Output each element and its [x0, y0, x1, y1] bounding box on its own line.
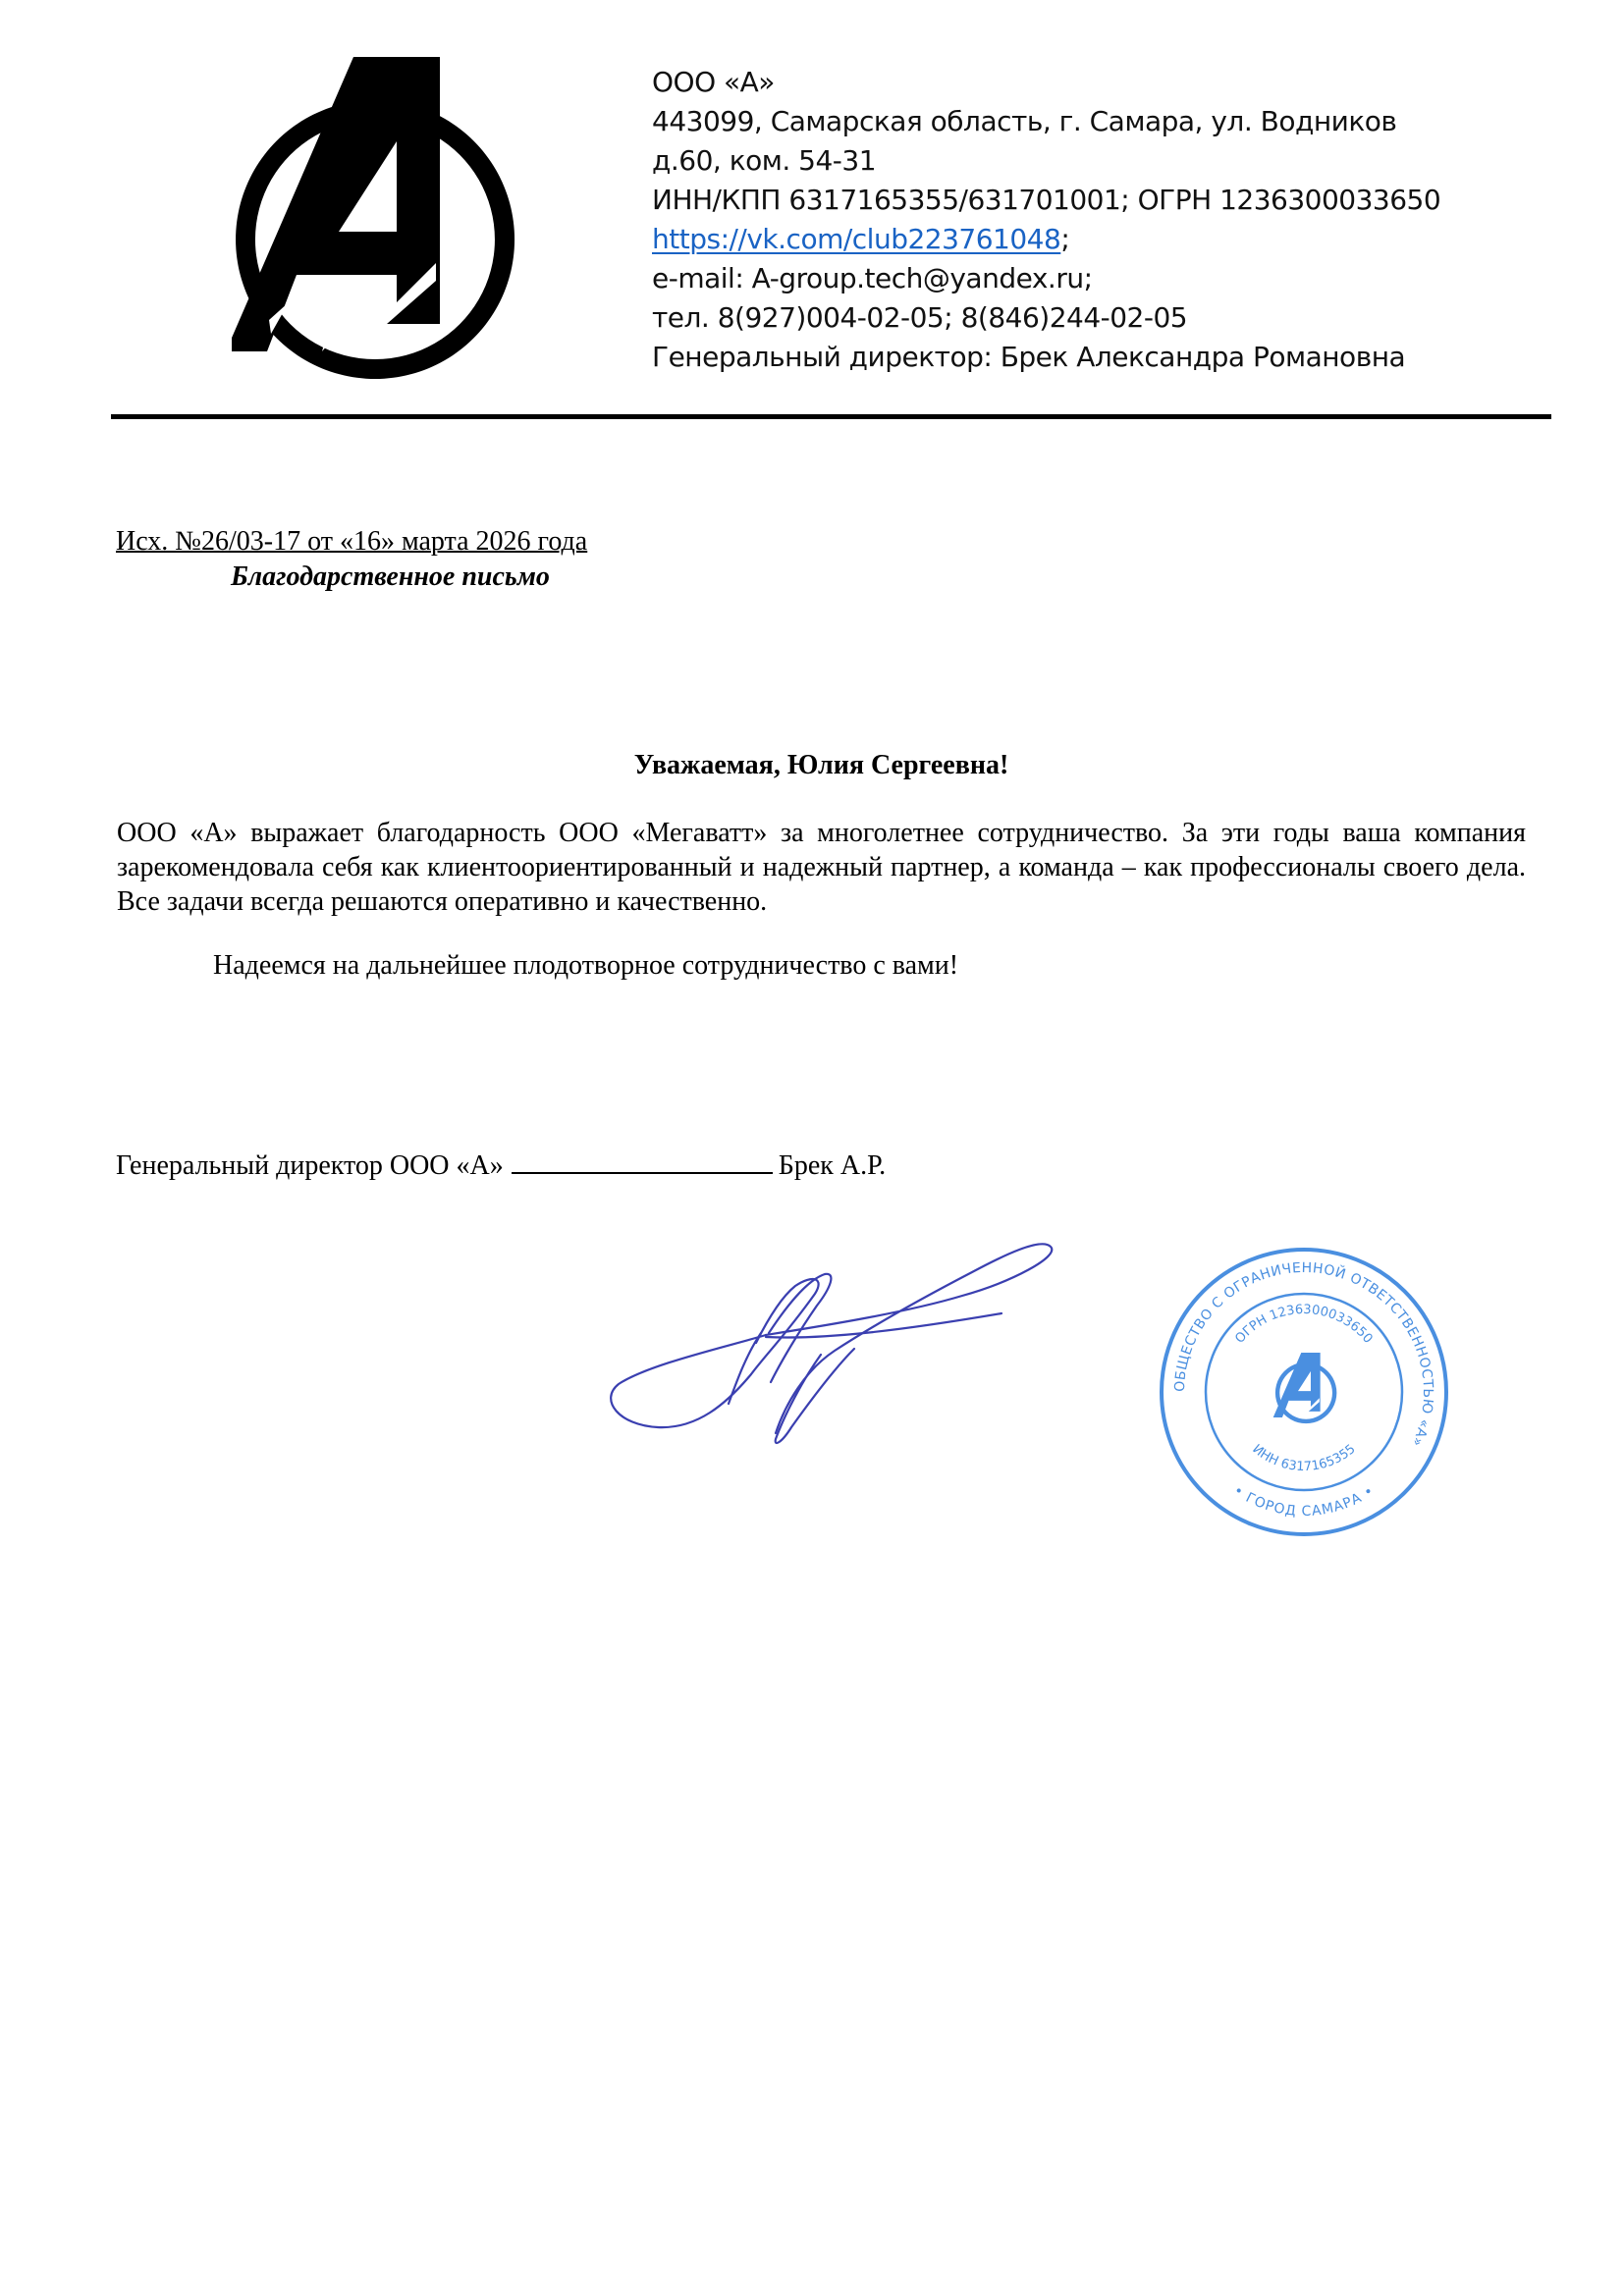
registration-numbers: ИНН/КПП 6317165355/631701001; ОГРН 1236300033650: [652, 184, 1441, 216]
signatory-name: Брек А.Р.: [778, 1150, 887, 1181]
company-name: ООО «А»: [652, 66, 775, 98]
stamp-bottom-text: • ГОРОД САМАРА •: [1230, 1482, 1378, 1521]
signature-block: [116, 1147, 886, 1183]
website-row: [652, 220, 1565, 259]
stamp-outer-text: ОБЩЕСТВО С ОГРАНИЧЕННОЙ ОТВЕТСТВЕННОСТЬЮ «А»: [1171, 1259, 1436, 1450]
phones: тел. 8(927)004-02-05; 8(846)244-02-05: [652, 301, 1188, 334]
website-suffix: ;: [1060, 223, 1070, 255]
body-paragraph-2: Надеемся на дальнейшее плодотворное сотрудничество с вами!: [213, 950, 959, 981]
email: e-mail: A-group.tech@yandex.ru;: [652, 262, 1093, 294]
signatory-title: Генеральный директор ООО «А»: [116, 1150, 504, 1181]
letterhead-details: [652, 63, 1565, 377]
handwritten-signature-icon: [589, 1217, 1080, 1482]
address-line-1: 443099, Самарская область, г. Самара, ул. Водников: [652, 105, 1397, 137]
document-type: Благодарственное письмо: [231, 561, 550, 592]
logo-letter-a: [232, 57, 440, 351]
body-paragraph-1: ООО «А» выражает благодарность ООО «Мегаватт» за многолетнее сотрудничество. За эти годы ваша компания зарекомендовала себя как клиентоориентированный и надежный партнер, а команда – как профессионалы своего дела. Все задачи всегда решаются оперативно и качественно.: [117, 818, 1526, 917]
address-line-2: д.60, ком. 54-31: [652, 144, 877, 177]
company-stamp-icon: [1159, 1247, 1449, 1537]
signature-line: [512, 1147, 773, 1174]
outgoing-reference: Исх. №26/03-17 от «16» марта 2026 года: [116, 526, 588, 557]
stamp-inner-top-text: ОГРН 1236300033650: [1232, 1302, 1376, 1347]
letterhead-divider: [111, 414, 1551, 419]
stamp-logo-icon: [1273, 1353, 1337, 1423]
director: Генеральный директор: Брек Александра Романовна: [652, 341, 1406, 373]
company-logo-icon: [232, 57, 518, 383]
salutation: Уважаемая, Юлия Сергеевна!: [633, 750, 1009, 780]
stamp-inner-bottom-text: ИНН 6317165355: [1249, 1441, 1359, 1475]
website-link[interactable]: https://vk.com/club223761048: [652, 223, 1061, 255]
